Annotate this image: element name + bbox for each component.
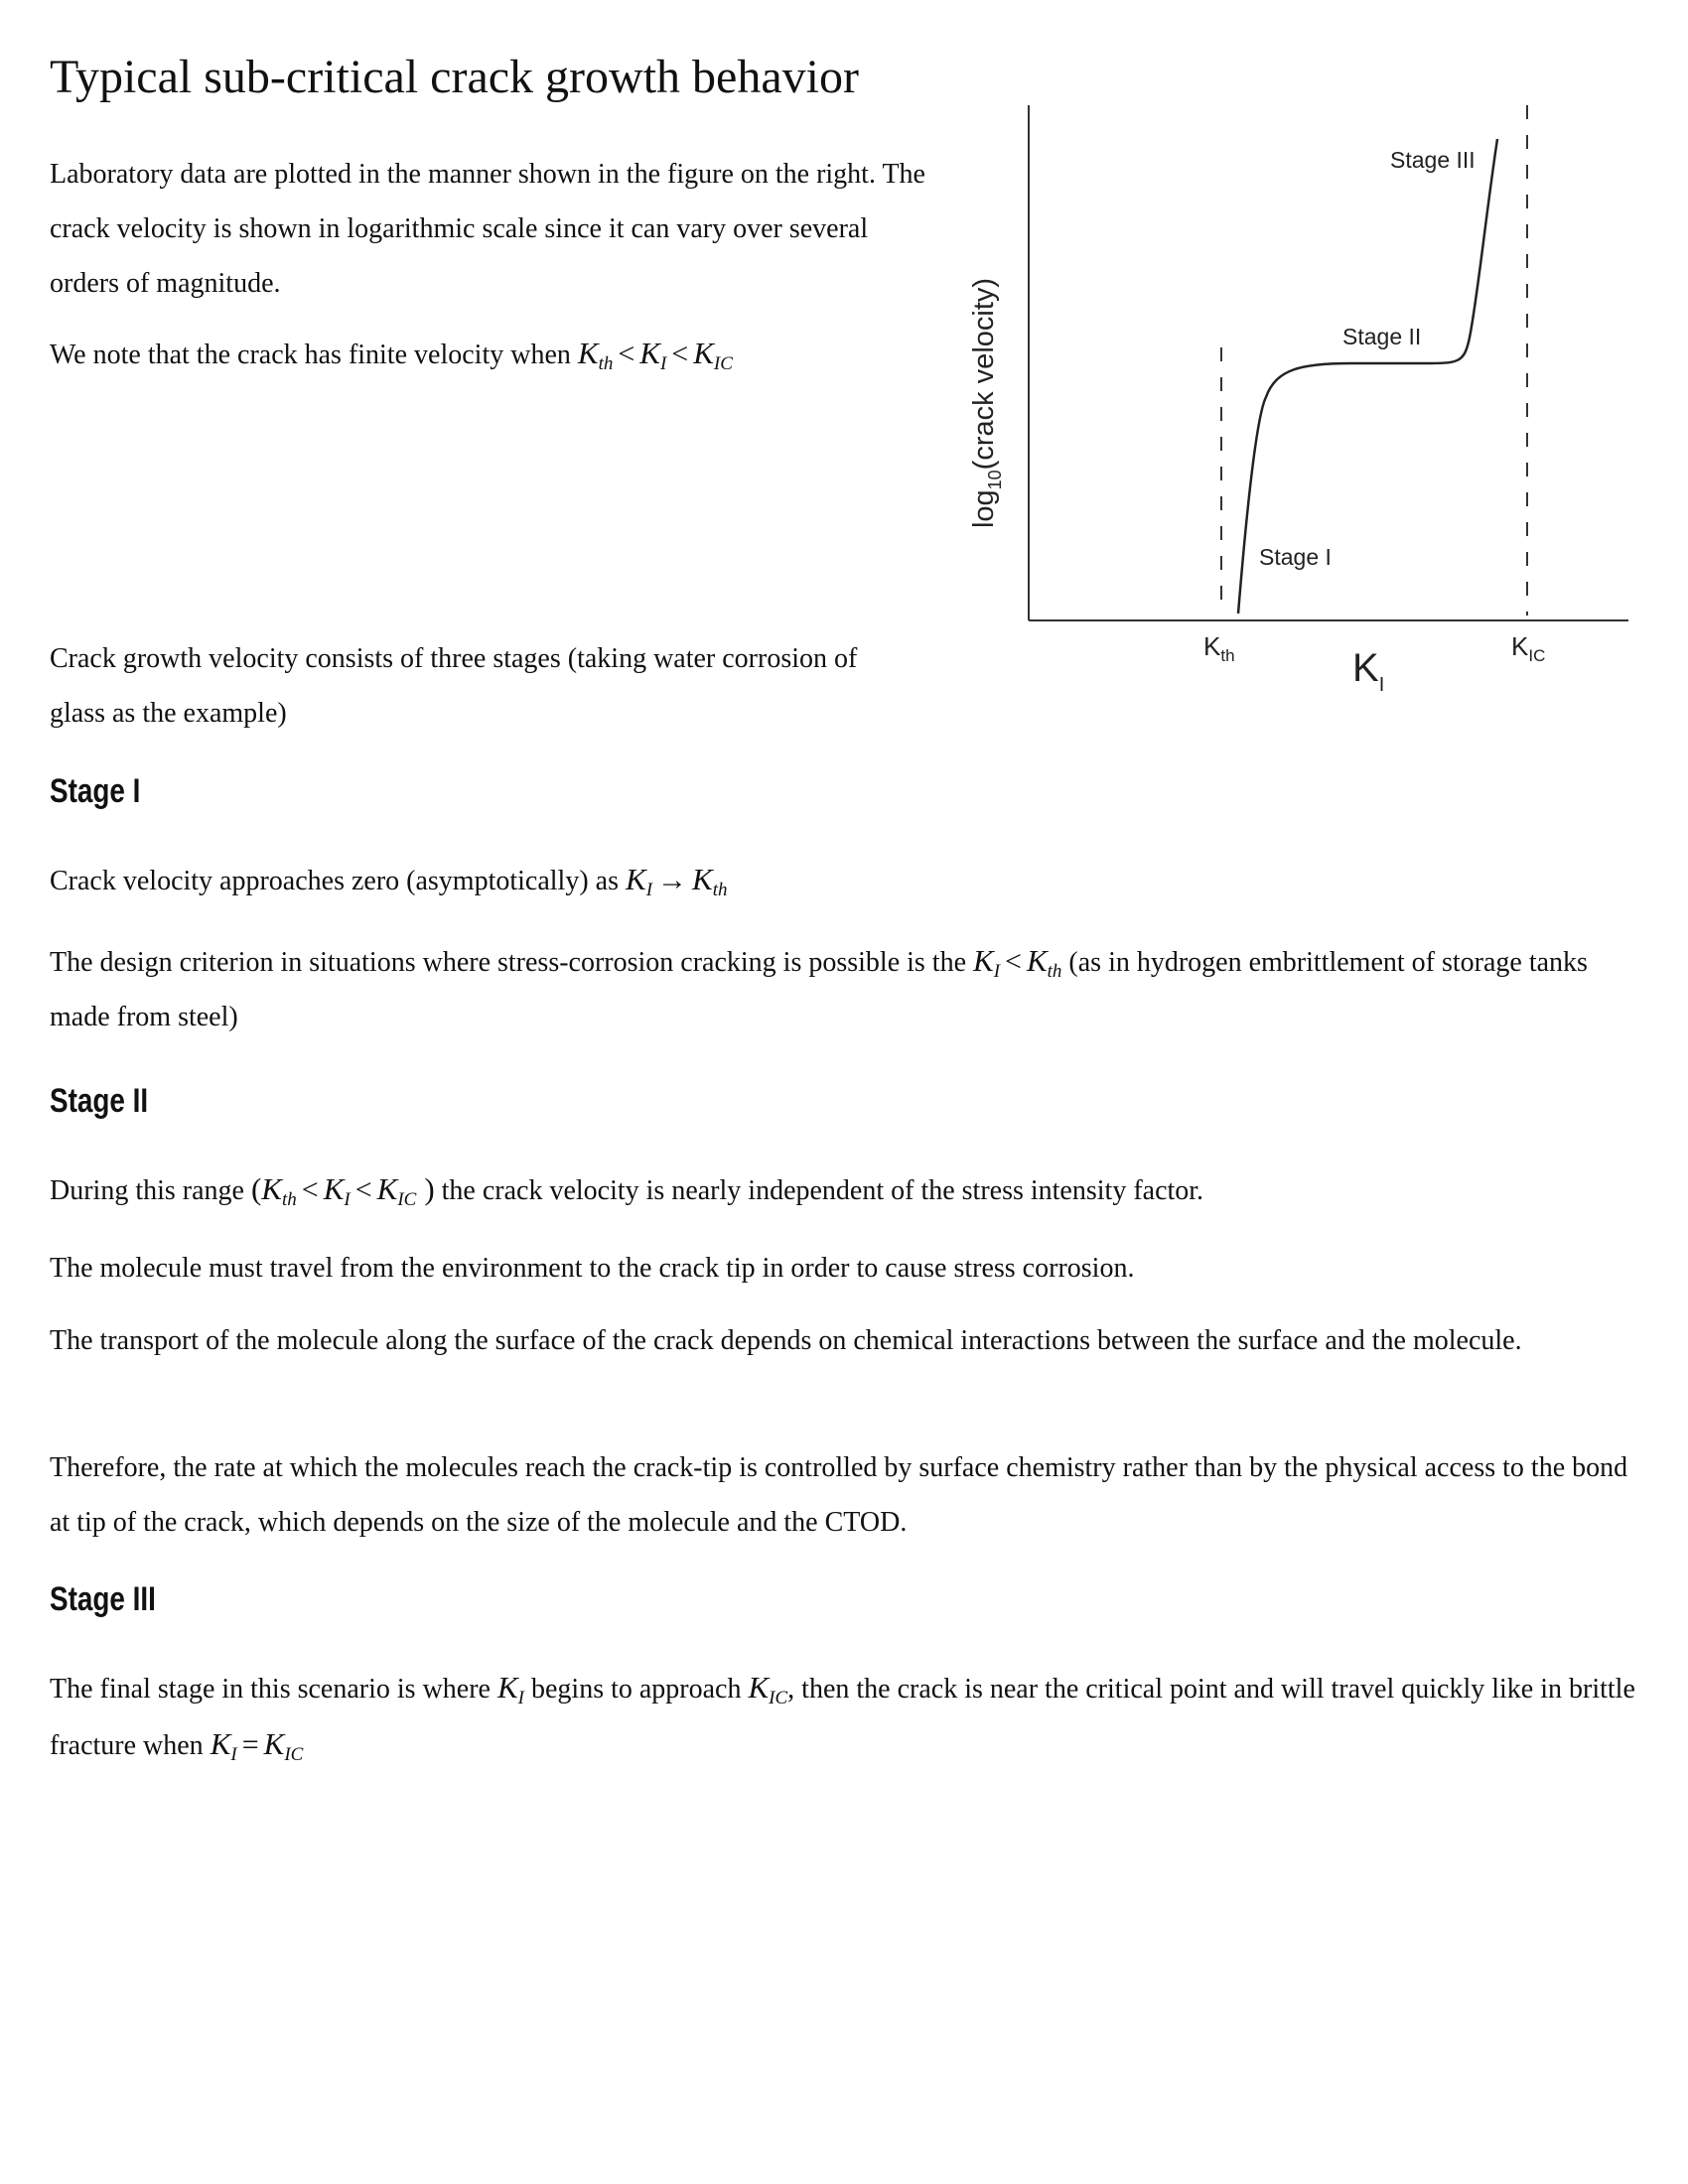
condition-kth-ki-kic: $K_{th} < K_I < K_{IC}$ [577, 336, 733, 374]
stage2-range: ($K_{th} < K_I < K_{IC}$ ) [250, 1171, 435, 1210]
stage2-paragraph-3: The transport of the molecule along the surface of the crack depends on chemical interactions between the surface and the molecule. [50, 1325, 1522, 1356]
kic-label: $K_{IC}$ [1511, 631, 1546, 665]
stage3-paragraph-1: The final stage in this scenario is where $K_I$ begins to approach $K_{IC}$, then the crack is near the critical point and will travel quickly like in brittle fracture when $K_I = K_{IC}$ [50, 1670, 1635, 1765]
svg-text:log10(crack velocity): $\log_{10}(crack$ velocity) [968, 277, 1005, 529]
y-axis-label [968, 278, 1005, 528]
stage2-paragraph-2: The molecule must travel from the environment to the crack tip in order to cause stress corrosion. [50, 1253, 1135, 1284]
kic-symbol: $K_{IC}$ [748, 1670, 788, 1708]
stage1-label: Stage I [1259, 544, 1332, 570]
ki-equals-kic: $K_I = K_{IC}$ [210, 1726, 304, 1765]
stage2-paragraph-4: Therefore, the rate at which the molecules reach the crack-tip is controlled by surface chemistry rather than by the physical access to the bond at tip of the crack, which depends on the size of the molecule and the CTOD. [50, 1452, 1628, 1538]
ki-approaches-kth: $K_I \to K_{th}$ [626, 862, 728, 900]
stage3-label: Stage III [1390, 147, 1476, 173]
kth-label: $K_{th}$ [1203, 631, 1235, 665]
stage1-heading: Stage I [50, 772, 141, 810]
stage1-paragraph-2: The design criterion in situations where stress-corrosion cracking is possible is the $K_I < K_{th}$ (as in hydrogen embrittlement of storage tanks made from steel) [50, 943, 1588, 1032]
stage2-paragraph-1: During this range ($K_{th} < K_I < K_{IC}$ ) the crack velocity is nearly independent of the stress intensity factor. [50, 1171, 1204, 1210]
three-stages-paragraph: Crack growth velocity consists of three stages (taking water corrosion of glass as the example) [50, 643, 858, 729]
intro-paragraph: Laboratory data are plotted in the manner shown in the figure on the right. The crack velocity is shown in logarithmic scale since it can vary over several orders of magnitude. [50, 159, 925, 299]
stage2-heading: Stage II [50, 1082, 149, 1120]
stage3-heading: Stage III [50, 1580, 156, 1618]
ki-symbol: $K_I$ [496, 1670, 524, 1708]
stage1-paragraph-1: Crack velocity approaches zero (asymptotically) as $K_I \to K_{th}$ [50, 862, 728, 900]
page-title: Typical sub-critical crack growth behavior [50, 51, 859, 103]
stage2-label: Stage II [1342, 324, 1422, 349]
crack-velocity-curve [1238, 139, 1497, 614]
x-axis-label: $K_I$ [1352, 646, 1385, 696]
finite-velocity-text: We note that the crack has finite velocity when [50, 340, 571, 370]
ki-less-than-kth: $K_I < K_{th}$ [973, 943, 1062, 982]
